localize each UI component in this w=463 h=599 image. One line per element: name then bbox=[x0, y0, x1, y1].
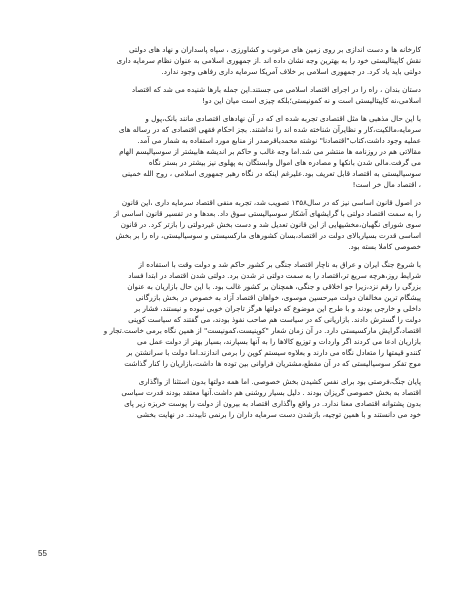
text-line: کنندو قیمتها را متعادل نگاه می دارند و بعلاوه سیستم کوپن را برمی اندازند.اما دولت با سرانشتن بر bbox=[126, 348, 421, 357]
text-line: سرمایه،مالکیت،کار و نظایرآن شناخته شده اند را نداشتند. بجز احکام فقهی اقتصادی که در رساله های bbox=[118, 125, 421, 134]
text-line: دستان بندان ، راه را در اجرای اقتصاد اسلامی می جستند.این جمله بارها شنیده می شد که اقتصاد bbox=[131, 85, 421, 94]
paragraph bbox=[42, 259, 421, 369]
paragraph bbox=[42, 44, 421, 77]
text-line: بدون پشتوانه اقتصادی معنا ندارد. در واقع واگذاری اقتصاد به بیرون از دولت را پوست خربزه زیر پای bbox=[124, 399, 421, 408]
text-line: بازاریان ادعا می کردند اگر واردات و توزیع کالاها را به آنها بسپارند، بسیار بهتر از دولت عمل می bbox=[136, 337, 421, 346]
text-line: دولتی باید یاد کرد. در جمهوری اسلامی بر خلاف آمریکا سرمایه داری رفاهی وجود ندارد. bbox=[161, 67, 421, 76]
text-line: موج تفکر سوسیالیستی که در آن مقطع،مشتریان فراوانی بین توده ها داشت،بازاریان را کنار گذاشت bbox=[124, 359, 421, 368]
body-text bbox=[42, 44, 421, 427]
text-line: خصوصی کاملا بسته بود. bbox=[348, 242, 421, 251]
text-line: دولت را گسترش دادند. بازاریانی که در سیاست هم صاحب نفوذ بودند، می گفتند که سیاست کوپنی bbox=[128, 315, 421, 324]
text-line: اقتصاد به بخش خصوصی گریزان بودند . دلیل بسیار روشنی هم داشت.آنها معتقد بودند قدرت سیاسی bbox=[121, 388, 421, 397]
paragraph bbox=[42, 113, 421, 190]
text-line: می گرفت.مالی شدن بانکها و مصادره های اموال وابستگان به پهلوی نیز بیشتر در بستر نگاه bbox=[148, 158, 421, 167]
text-line: اقتصاد،گرایش مارکسیستی دارد. در آن زمان شعار "کوپنیست،کمونیست" از همین نگاه برمی خاست.تجار و bbox=[103, 326, 421, 335]
text-line: سوی شورای نگهبان،مخشیهایی از این قانون تعدیل شد و دست بخش غیردولتی را بازتر کرد. در قانون bbox=[120, 220, 421, 229]
text-line: با شروع جنگ ایران و عراق به ناچار اقتصاد جنگی بر کشور حاکم شد و دولت وقت با استفاده از bbox=[138, 260, 421, 269]
text-line: کارخانه ها و دست اندازی بر روی زمین های مرغوب و کشاورزی ، سپاه پاسداران و نهاد های دولتی bbox=[129, 45, 421, 54]
text-line: داخلی و خارجی بودند و با طرح این موضوع که دولتها هرگز تاجران خوبی نبوده و نیستند، فشار بر bbox=[134, 304, 421, 313]
text-line: سوسیالیستی به اقتصاد قابل تعریف بود.علیرغم اینکه در نگاه رهبر جمهوری اسلامی ، روح الله خمینی bbox=[122, 169, 421, 178]
text-line: اسلامی،نه کاپیتالیستی است و نه کمونیستی؛بلکه چیزی است میان این دو! bbox=[202, 96, 421, 105]
text-line: ، اقتصاد مال خر است! bbox=[352, 180, 421, 189]
text-line: شرایط روز،هرچه سریع تر،اقتصاد را به سمت دولتی تر شدن برد. دولتی شدن اقتصاد در ابتدا فساد bbox=[128, 271, 421, 280]
text-line: با این حال مذهبی ها مثل اقتصادی تجربه شده ای که در آن نهادهای اقتصادی مانند بانک،پول و bbox=[145, 114, 421, 123]
paragraph bbox=[42, 197, 421, 252]
text-line: نقش کاپیتالیستی خود را به بهترین وجه نشان داده اند .از جمهوری اسلامی به عنوان نظام سرمایه داری bbox=[116, 56, 421, 65]
text-line: مقالاتی هم در روزنامه ها منتشر می شد.اما وجه غالب و حاکم بر اندیشه هابیشتر از سوسیالیسم الهام bbox=[119, 147, 421, 156]
text-line: بزرگی را رقم نزد،زیرا جو اخلاقی و جنگی، همچنان بر کشور غالب بود. با این حال بازاریان به عنوان bbox=[127, 282, 421, 291]
page-number: 55 bbox=[38, 549, 47, 558]
text-line: را به سمت اقتصاد دولتی با گرایشهای آشکار سوسیالیستی سوق داد. بعدها و در تفسیر قانون اساسی از bbox=[113, 209, 421, 218]
paragraph bbox=[42, 84, 421, 106]
text-line: در اصول قانون اساسی نیز که در سال۱۳۵۸ تصویب شد، تجربه منفی اقتصاد سرمایه داری ،این قانون bbox=[121, 198, 421, 207]
text-line: اساسی قدرت بسیاربالای دولت در اقتصاد،بسان کشورهای مارکسیستی و سوسیالیستی، راه را بر بخش bbox=[115, 231, 421, 240]
text-line: خود می دانستند و با همین توجیه، بازشدن دست سرمایه داران را برنمی تابیدند. در نهایت بخشی bbox=[136, 410, 421, 419]
text-line: عملیه وجود داشت،کتاب"اقتصادنا" نوشته محمدباقرصدر از منابع مورد استفاده به شمار می آمد. bbox=[137, 136, 421, 145]
text-line: پیشگام ترین مخالفان دولت میرحسین موسوی، خواهان اقتصاد آزاد به خصوص در بخش بازرگانی bbox=[135, 293, 421, 302]
text-line: پایان جنگ،فرصتی بود برای نفس کشیدن بخش خصوصی. اما همه دولتها بدون استثنا از واگذاری bbox=[138, 377, 421, 386]
paragraph bbox=[42, 376, 421, 420]
